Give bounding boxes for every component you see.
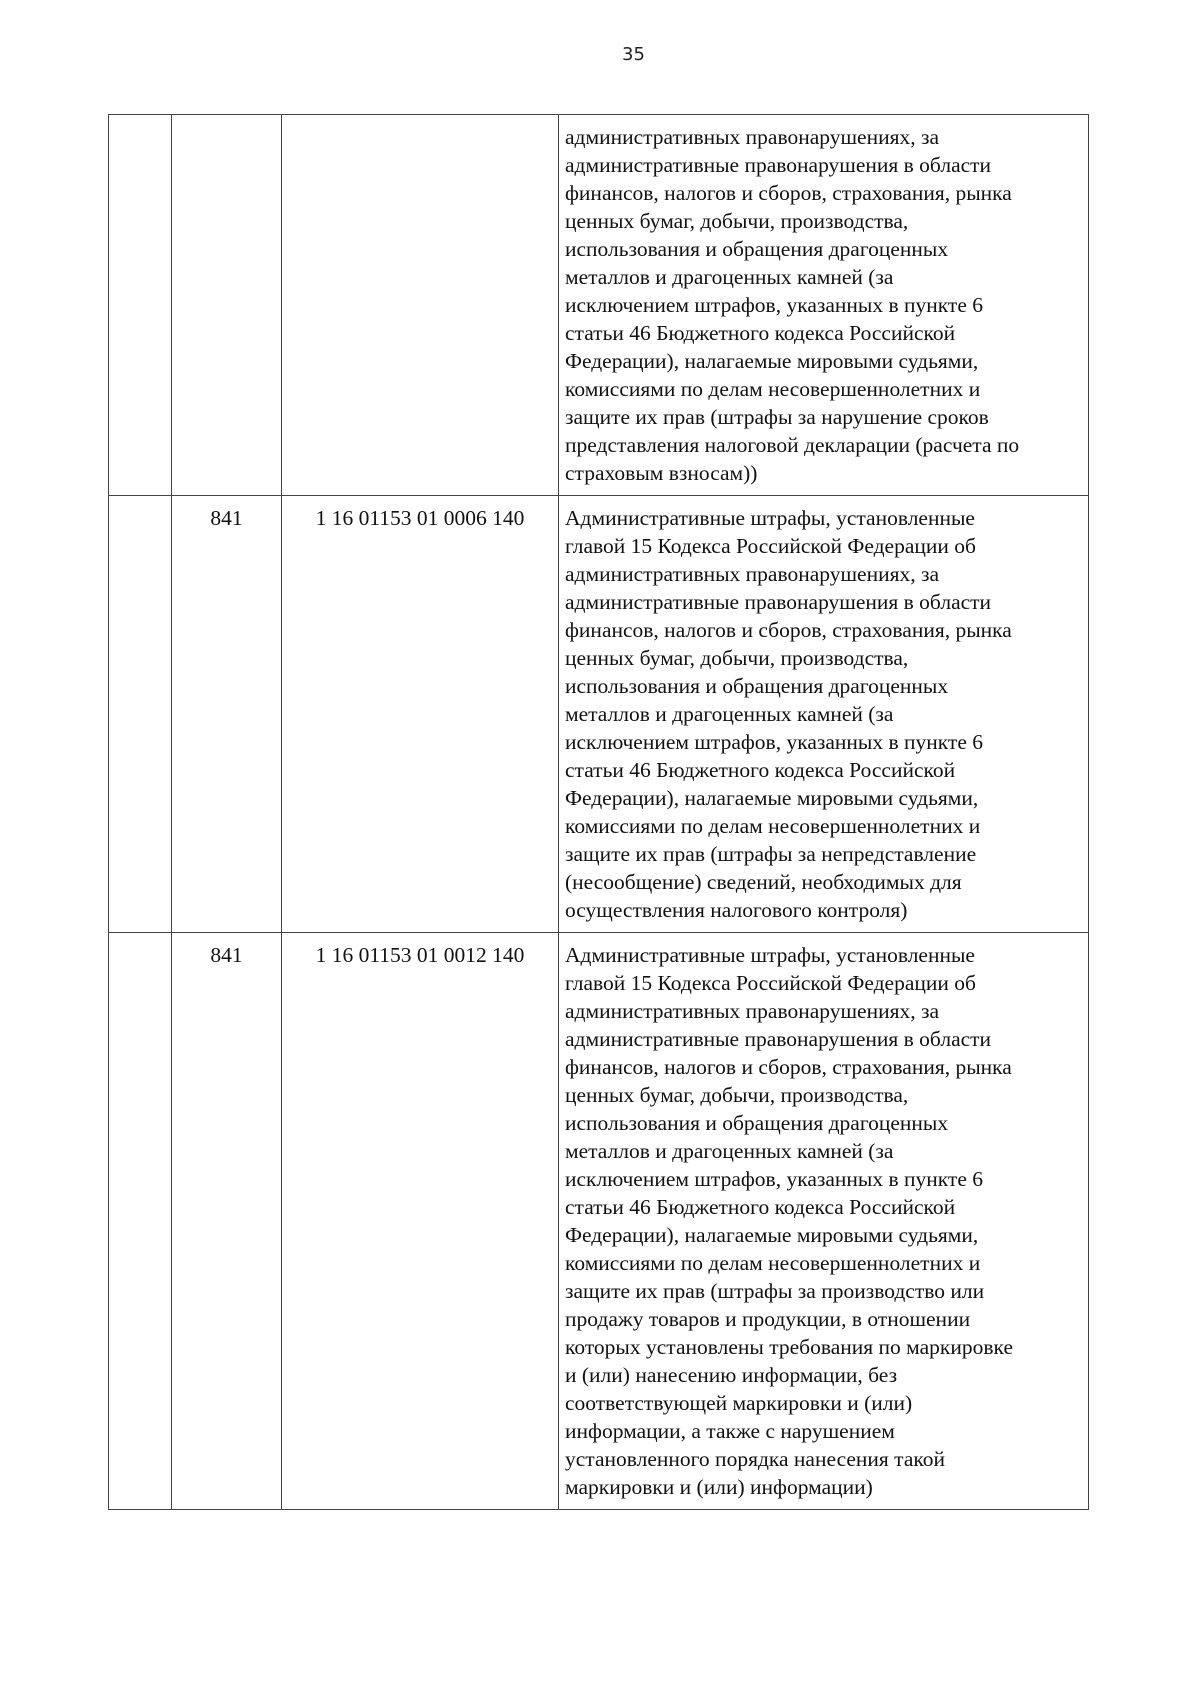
description-line: защите их прав (штрафы за производство или (565, 1279, 985, 1303)
admin-code-cell (172, 115, 282, 496)
description-line: главой 15 Кодекса Российской Федерации об (565, 534, 976, 558)
description-line: финансов, налогов и сборов, страхования, рынка (565, 1055, 1012, 1079)
description-line: ценных бумаг, добычи, производства, (565, 1083, 909, 1107)
budget-classification-table (108, 114, 1089, 1510)
kbk-code-cell (282, 115, 559, 496)
table-row (109, 115, 1089, 496)
description-line: страховым взносам)) (565, 461, 758, 485)
description-line: административных правонарушениях, за (565, 999, 940, 1023)
description-line: металлов и драгоценных камней (за (565, 265, 894, 289)
description-line: установленного порядка нанесения такой (565, 1447, 945, 1471)
description-line: административные правонарушения в области (565, 1027, 992, 1051)
description-line: ценных бумаг, добычи, производства, (565, 209, 909, 233)
description-line: финансов, налогов и сборов, страхования, рынка (565, 181, 1012, 205)
description-line: административные правонарушения в области (565, 153, 992, 177)
table-row (109, 933, 1089, 1510)
description-line: (несообщение) сведений, необходимых для (565, 870, 962, 894)
description-line: представления налоговой декларации (расчета по (565, 433, 1020, 457)
description-line: административных правонарушениях, за (565, 125, 940, 149)
description-line: статьи 46 Бюджетного кодекса Российской (565, 758, 956, 782)
description-line: Федерации), налагаемые мировыми судьями, (565, 1223, 979, 1247)
description-cell (559, 115, 1089, 496)
description-line: статьи 46 Бюджетного кодекса Российской (565, 321, 956, 345)
description-line: продажу товаров и продукции, в отношении (565, 1307, 971, 1331)
admin-code-cell: 841 (172, 496, 282, 933)
table-row (109, 496, 1089, 933)
description-cell (559, 933, 1089, 1510)
description-line: защите их прав (штрафы за непредставление (565, 842, 977, 866)
row-number-cell (109, 496, 172, 933)
description-line: информации, а также с нарушением (565, 1419, 895, 1443)
page-number: 35 (622, 44, 645, 65)
description-line: комиссиями по делам несовершеннолетних и (565, 1251, 981, 1275)
kbk-code-cell: 1 16 01153 01 0006 140 (282, 496, 559, 933)
description-line: и (или) нанесению информации, без (565, 1363, 898, 1387)
description-line: Федерации), налагаемые мировыми судьями, (565, 786, 979, 810)
description-line: финансов, налогов и сборов, страхования, рынка (565, 618, 1012, 642)
description-line: комиссиями по делам несовершеннолетних и (565, 814, 981, 838)
description-line: осуществления налогового контроля) (565, 898, 908, 922)
kbk-code-cell: 1 16 01153 01 0012 140 (282, 933, 559, 1510)
description-line: исключением штрафов, указанных в пункте 6 (565, 293, 983, 317)
description-line: которых установлены требования по маркировке (565, 1335, 1013, 1359)
description-line: металлов и драгоценных камней (за (565, 702, 894, 726)
description-line: металлов и драгоценных камней (за (565, 1139, 894, 1163)
description-line: административных правонарушениях, за (565, 562, 940, 586)
description-line: использования и обращения драгоценных (565, 1111, 949, 1135)
row-number-cell (109, 115, 172, 496)
description-line: статьи 46 Бюджетного кодекса Российской (565, 1195, 956, 1219)
description-line: использования и обращения драгоценных (565, 237, 949, 261)
description-line: Федерации), налагаемые мировыми судьями, (565, 349, 979, 373)
description-line: Административные штрафы, установленные (565, 943, 975, 967)
description-line: ценных бумаг, добычи, производства, (565, 646, 909, 670)
description-line: главой 15 Кодекса Российской Федерации об (565, 971, 976, 995)
description-line: административные правонарушения в области (565, 590, 992, 614)
description-line: защите их прав (штрафы за нарушение сроков (565, 405, 989, 429)
row-number-cell (109, 933, 172, 1510)
description-line: комиссиями по делам несовершеннолетних и (565, 377, 981, 401)
admin-code-cell: 841 (172, 933, 282, 1510)
description-line: исключением штрафов, указанных в пункте 6 (565, 1167, 983, 1191)
table-body (109, 115, 1089, 1510)
description-line: маркировки и (или) информации) (565, 1475, 873, 1499)
description-line: Административные штрафы, установленные (565, 506, 975, 530)
description-line: исключением штрафов, указанных в пункте 6 (565, 730, 983, 754)
description-line: использования и обращения драгоценных (565, 674, 949, 698)
description-line: соответствующей маркировки и (или) (565, 1391, 913, 1415)
description-cell (559, 496, 1089, 933)
